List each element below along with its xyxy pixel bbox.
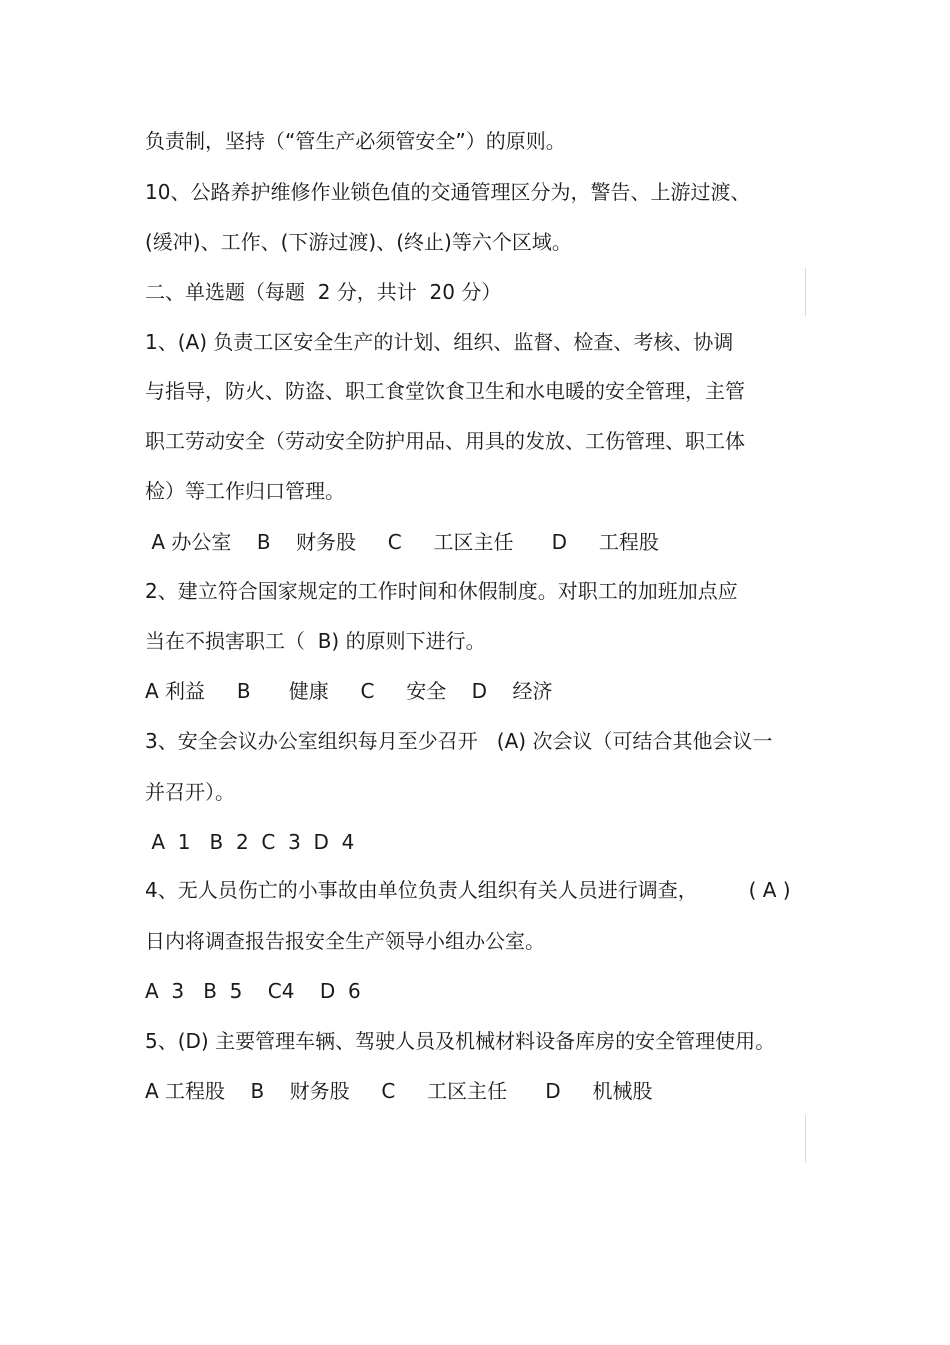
question-text: 检）等工作归口管理。 — [145, 479, 345, 503]
margin-rule — [805, 268, 806, 316]
question-text: 与指导，防火、防盗、职工食堂饮食卫生和水电暖的安全管理，主管 — [145, 379, 745, 403]
section-heading: 二、单选题（每题 2 分，共计 20 分） — [145, 280, 502, 304]
question-text: 日内将调查报告报安全生产领导小组办公室。 — [145, 929, 545, 953]
question-text: 1、(A) 负责工区安全生产的计划、组织、监督、检查、考核、协调 — [145, 330, 734, 354]
question-text: 当在不损害职工（ B) 的原则下进行。 — [145, 629, 486, 653]
answer-options: A 利益 B 健康 C 安全 D 经济 — [145, 679, 553, 703]
answer-options: A 3 B 5 C4 D 6 — [145, 979, 361, 1003]
question-text: 2、建立符合国家规定的工作时间和休假制度。对职工的加班加点应 — [145, 579, 738, 603]
text-line: 负责制，坚持（“管生产必须管安全”）的原则。 — [145, 129, 566, 153]
question-text: 4、无人员伤亡的小事故由单位负责人组织有关人员进行调查， ( A ) — [145, 878, 791, 902]
text-line: 10、公路养护维修作业锁色值的交通管理区分为，警告、上游过渡、 — [145, 180, 751, 204]
text-line: (缓冲)、工作、(下游过渡)、(终止)等六个区域。 — [145, 230, 572, 254]
question-text: 3、安全会议办公室组织每月至少召开 (A) 次会议（可结合其他会议一 — [145, 729, 773, 753]
question-text: 职工劳动安全（劳动安全防护用品、用具的发放、工伤管理、职工体 — [145, 429, 745, 453]
answer-options: A 1 B 2 C 3 D 4 — [145, 830, 355, 854]
question-text: 5、(D) 主要管理车辆、驾驶人员及机械材料设备库房的安全管理使用。 — [145, 1029, 776, 1053]
answer-options: A 办公室 B 财务股 C 工区主任 D 工程股 — [145, 530, 659, 554]
answer-options: A 工程股 B 财务股 C 工区主任 D 机械股 — [145, 1079, 653, 1103]
question-text: 并召开）。 — [145, 780, 235, 804]
margin-rule — [805, 1115, 806, 1163]
